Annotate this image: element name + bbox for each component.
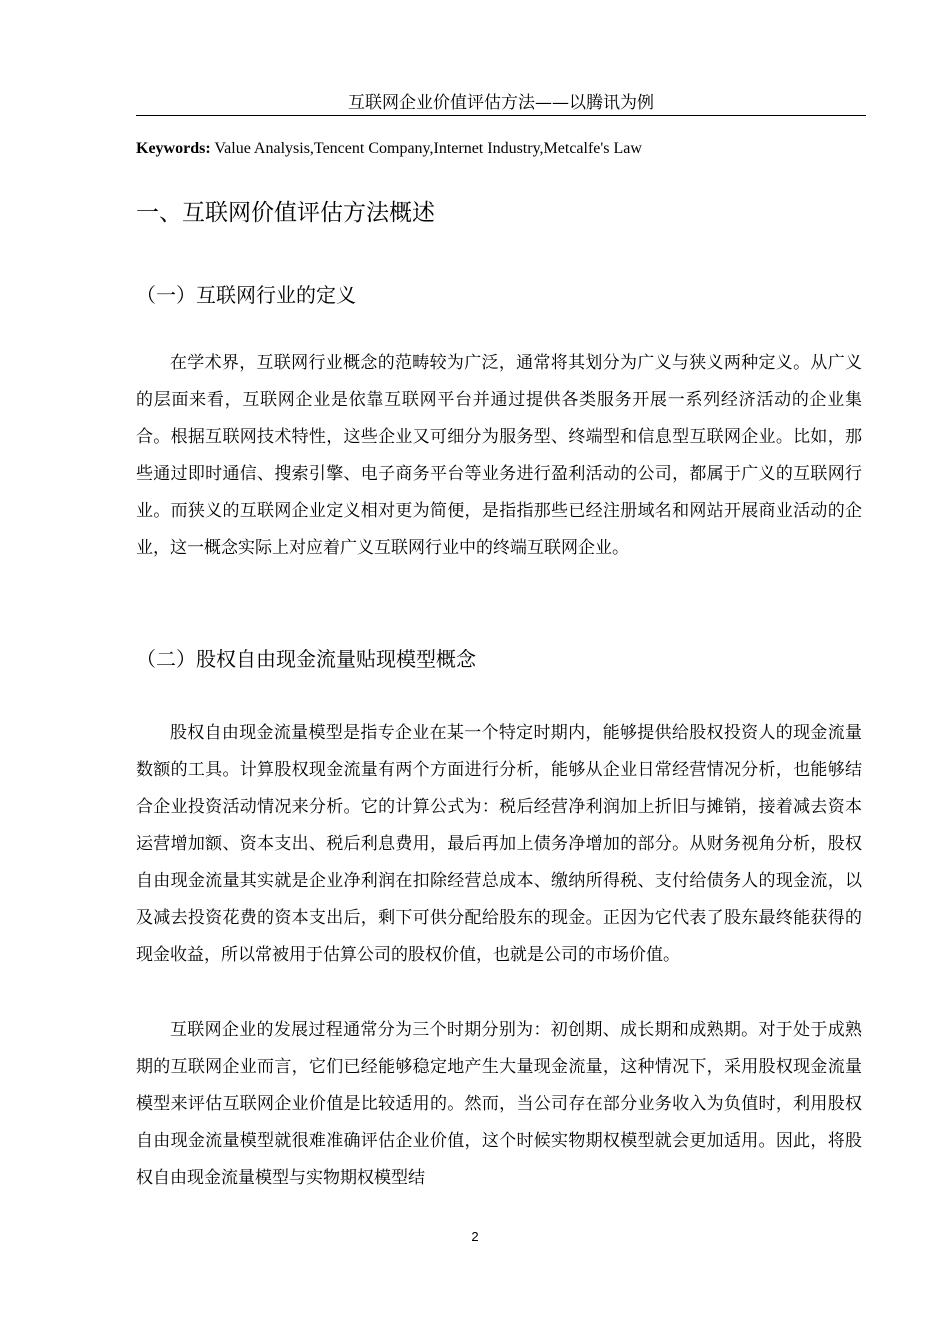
running-header: 互联网企业价值评估方法——以腾讯为例 — [136, 91, 866, 116]
keywords-text: Value Analysis,Tencent Company,Internet Industry,Metcalfe's Law — [210, 140, 642, 157]
page-number: 2 — [471, 1229, 479, 1244]
subsection-heading-2: （二）股权自由现金流量贴现模型概念 — [136, 647, 476, 671]
section-heading: 一、互联网价值评估方法概述 — [136, 200, 435, 226]
body-paragraph: 互联网企业的发展过程通常分为三个时期分别为：初创期、成长期和成熟期。对于处于成熟期的互联网企业而言，它们已经能够稳定地产生大量现金流量，这种情况下，采用股权现金流量模型来评估互联网企业价值是比较适用的。然而，当公司存在部分业务收入为负值时，利用股权自由现金流量模型就很难准确评估企业价值，这个时候实物期权模型就会更加适用。因此，将股权自由现金流量模型与实物期权模型结 — [136, 1020, 862, 1188]
body-paragraph: 在学术界，互联网行业概念的范畴较为广泛，通常将其划分为广义与狭义两种定义。从广义的层面来看，互联网企业是依靠互联网平台并通过提供各类服务开展一系列经济活动的企业集合。根据互联网技术特性，这些企业又可细分为服务型、终端型和信息型互联网企业。比如，那些通过即时通信、搜索引擎、电子商务平台等业务进行盈利活动的公司，都属于广义的互联网行业。而狭义的互联网企业定义相对更为简便，是指指那些已经注册域名和网站开展商业活动的企业，这一概念实际上对应着广义互联网行业中的终端互联网企业。 — [136, 353, 862, 558]
keywords-line — [136, 138, 866, 160]
body-paragraph: 股权自由现金流量模型是指专企业在某一个特定时期内，能够提供给股权投资人的现金流量数额的工具。计算股权现金流量有两个方面进行分析，能够从企业日常经营情况分析，也能够结合企业投资活动情况来分析。它的计算公式为：税后经营净利润加上折旧与摊销，接着减去资本运营增加额、资本支出、税后利息费用，最后再加上债务净增加的部分。从财务视角分析，股权自由现金流量其实就是企业净利润在扣除经营总成本、缴纳所得税、支付给债务人的现金流，以及减去投资花费的资本支出后，剩下可供分配给股东的现金。正因为它代表了股东最终能获得的现金收益，所以常被用于估算公司的股权价值，也就是公司的市场价值。 — [136, 723, 862, 965]
subsection-heading-1: （一）互联网行业的定义 — [136, 283, 356, 307]
keywords-label: Keywords: — [136, 140, 211, 157]
